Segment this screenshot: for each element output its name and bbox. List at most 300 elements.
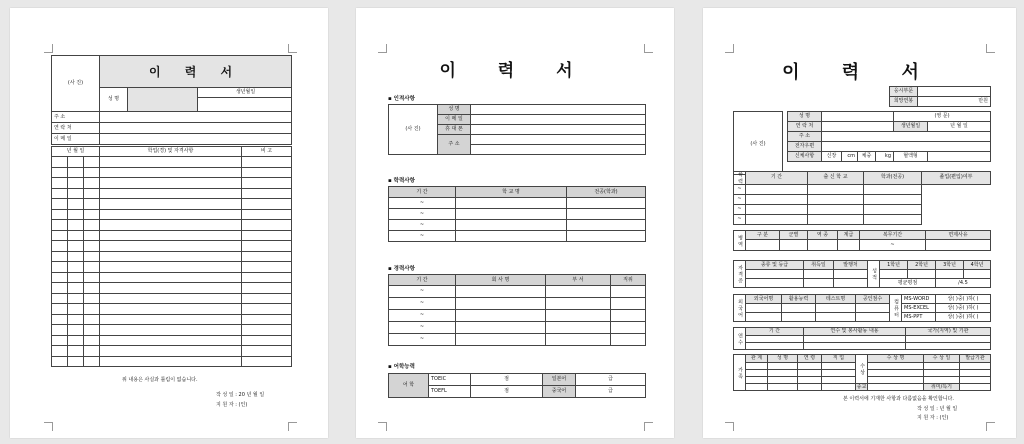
family-cell[interactable] — [746, 363, 768, 370]
cert-date-field-2[interactable] — [804, 279, 834, 288]
history-cell[interactable] — [52, 272, 68, 283]
history-cell[interactable] — [68, 209, 84, 220]
history-cell[interactable] — [100, 178, 242, 189]
certificate-grades-table — [733, 260, 991, 288]
award-side-label: 수 상 — [856, 355, 868, 384]
cert-date-header: 취득일 — [804, 261, 834, 270]
ms-ppt-label: MS-PPT — [902, 313, 936, 322]
history-cell[interactable] — [242, 356, 292, 367]
education-cell[interactable] — [746, 204, 808, 214]
family-cell[interactable] — [822, 377, 856, 384]
grade-2-header: 2학년 — [908, 261, 936, 270]
history-cell[interactable] — [84, 178, 100, 189]
history-cell[interactable] — [100, 157, 242, 168]
photo-placeholder: (사 진) — [67, 80, 84, 86]
history-cell[interactable] — [242, 209, 292, 220]
history-cell[interactable] — [84, 157, 100, 168]
history-cell[interactable] — [52, 178, 68, 189]
history-cell[interactable] — [242, 262, 292, 273]
history-cell[interactable] — [68, 293, 84, 304]
career-cell[interactable] — [456, 310, 546, 322]
japanese-grade[interactable]: 급 — [576, 374, 646, 386]
education-cell[interactable]: ~ — [734, 214, 746, 224]
write-date: 작 성 일 : 년 월 일 — [917, 406, 958, 412]
religion-field[interactable] — [868, 384, 924, 391]
family-cell[interactable] — [798, 377, 822, 384]
history-cell[interactable] — [68, 272, 84, 283]
history-cell[interactable] — [84, 325, 100, 336]
address-field-2[interactable] — [471, 145, 646, 155]
history-cell[interactable] — [52, 346, 68, 357]
career-cell[interactable]: ~ — [389, 298, 456, 310]
history-cell[interactable] — [84, 251, 100, 262]
mil-rank-field[interactable] — [838, 240, 860, 251]
history-cell[interactable] — [84, 241, 100, 252]
history-cell[interactable] — [68, 167, 84, 178]
education-cell[interactable] — [456, 231, 567, 242]
history-cell[interactable] — [68, 241, 84, 252]
education-cell[interactable]: ~ — [389, 231, 456, 242]
grade-avg-label: 평균평점 — [880, 279, 936, 288]
history-cell[interactable] — [242, 230, 292, 241]
history-cell[interactable] — [242, 157, 292, 168]
training-org-field[interactable] — [906, 336, 991, 343]
training-period-field[interactable] — [746, 336, 804, 343]
note-column-header: 비 고 — [242, 147, 292, 157]
education-cell[interactable] — [746, 214, 808, 224]
career-cell[interactable] — [456, 334, 546, 346]
email-field[interactable] — [100, 134, 292, 145]
history-cell[interactable] — [100, 188, 242, 199]
history-cell[interactable] — [100, 199, 242, 210]
history-cell[interactable] — [68, 325, 84, 336]
history-cell[interactable] — [100, 283, 242, 294]
education-cell[interactable]: ~ — [734, 204, 746, 214]
career-cell[interactable] — [611, 334, 646, 346]
grade-4-header: 4학년 — [964, 261, 991, 270]
career-cell[interactable]: ~ — [389, 334, 456, 346]
family-cell[interactable] — [822, 384, 856, 391]
history-cell[interactable] — [84, 209, 100, 220]
history-cell[interactable] — [242, 199, 292, 210]
history-cell[interactable] — [100, 356, 242, 367]
education-cell[interactable]: ~ — [389, 198, 456, 209]
crop-mark — [288, 422, 297, 431]
family-cell[interactable] — [822, 363, 856, 370]
history-cell[interactable] — [68, 157, 84, 168]
body-label: 신체사항 — [788, 152, 822, 162]
history-cell[interactable] — [52, 251, 68, 262]
ms-excel-level[interactable]: 상( )중( )하( ) — [936, 304, 991, 313]
history-cell[interactable] — [100, 325, 242, 336]
history-cell[interactable] — [84, 167, 100, 178]
career-cell[interactable] — [546, 310, 611, 322]
ms-word-level[interactable]: 상( )중( )하( ) — [936, 295, 991, 304]
education-cell[interactable] — [746, 184, 808, 194]
career-cell[interactable] — [456, 322, 546, 334]
hobby-field[interactable] — [960, 384, 991, 391]
training-org-field-2[interactable] — [906, 343, 991, 350]
history-cell[interactable] — [242, 178, 292, 189]
foreign-score-field[interactable] — [856, 304, 890, 313]
history-cell[interactable] — [52, 157, 68, 168]
education-cell[interactable] — [808, 194, 864, 204]
history-cell[interactable] — [84, 356, 100, 367]
history-cell[interactable] — [68, 230, 84, 241]
family-job-header: 직 업 — [822, 355, 856, 363]
photo-box[interactable] — [733, 111, 783, 175]
email-field[interactable] — [471, 115, 646, 125]
training-content-field[interactable] — [804, 336, 906, 343]
history-cell[interactable] — [68, 356, 84, 367]
email-label: 전자우편 — [788, 142, 822, 152]
cert-name-field-2[interactable] — [746, 279, 804, 288]
height-field[interactable]: cm — [842, 152, 858, 162]
career-cell[interactable] — [546, 322, 611, 334]
family-cell[interactable] — [768, 370, 798, 377]
family-cell[interactable] — [822, 370, 856, 377]
history-cell[interactable] — [52, 262, 68, 273]
history-cell[interactable] — [68, 178, 84, 189]
phone-field[interactable] — [100, 123, 292, 134]
certificate-side-label: 자 격 증 — [734, 261, 746, 288]
award-cell[interactable] — [924, 370, 960, 377]
history-cell[interactable] — [84, 230, 100, 241]
family-awards-table — [733, 354, 991, 391]
history-cell[interactable] — [100, 251, 242, 262]
resume-page-3 — [703, 8, 1016, 438]
history-cell[interactable] — [52, 188, 68, 199]
cert-issuer-field[interactable] — [834, 270, 868, 279]
cert-issuer-field-2[interactable] — [834, 279, 868, 288]
award-cell[interactable] — [924, 363, 960, 370]
history-cell[interactable] — [242, 167, 292, 178]
toeic-score[interactable]: 점 — [471, 374, 543, 386]
grade-3-field[interactable] — [936, 270, 964, 279]
address-field[interactable] — [822, 132, 991, 142]
history-cell[interactable] — [242, 293, 292, 304]
education-cell[interactable]: ~ — [389, 209, 456, 220]
address-label: 주 소 — [788, 132, 822, 142]
education-cell[interactable]: ~ — [389, 220, 456, 231]
cert-name-field[interactable] — [746, 270, 804, 279]
award-cell[interactable] — [868, 370, 924, 377]
education-cell[interactable] — [746, 194, 808, 204]
history-cell[interactable] — [68, 314, 84, 325]
history-cell[interactable] — [242, 335, 292, 346]
history-cell[interactable] — [52, 230, 68, 241]
mil-rank-header: 계급 — [838, 231, 860, 240]
birth-field[interactable] — [198, 98, 292, 112]
history-cell[interactable] — [84, 293, 100, 304]
history-cell[interactable] — [52, 167, 68, 178]
history-cell[interactable] — [242, 241, 292, 252]
page-title: 이 력 서 — [100, 56, 292, 88]
religion-label: 종교 — [856, 383, 867, 390]
history-cell[interactable] — [52, 325, 68, 336]
mil-period-header: 복무기간 — [860, 231, 926, 240]
history-cell[interactable] — [52, 199, 68, 210]
history-cell[interactable] — [84, 220, 100, 231]
grade-avg-field[interactable]: /4.5 — [936, 279, 991, 288]
history-cell[interactable] — [68, 220, 84, 231]
family-cell[interactable] — [768, 384, 798, 391]
history-cell[interactable] — [100, 167, 242, 178]
history-cell[interactable] — [84, 335, 100, 346]
address-label: 주 소 — [438, 135, 471, 155]
mobile-field[interactable] — [471, 125, 646, 135]
foreign-score-field-2[interactable] — [856, 313, 890, 322]
history-cell[interactable] — [52, 356, 68, 367]
history-cell[interactable] — [100, 304, 242, 315]
history-cell[interactable] — [68, 262, 84, 273]
blood-type-label: 혈액형 — [894, 152, 928, 162]
education-side-label: 학 력 — [734, 172, 746, 185]
history-cell[interactable] — [52, 304, 68, 315]
history-cell[interactable] — [52, 335, 68, 346]
desired-salary-label: 희망연봉 — [890, 97, 918, 107]
blood-type-field[interactable] — [928, 152, 991, 162]
family-cell[interactable] — [746, 370, 768, 377]
military-table — [733, 230, 991, 251]
edu-major-header: 학과(전공) — [864, 172, 922, 185]
education-cell[interactable] — [808, 214, 864, 224]
history-cell[interactable] — [242, 346, 292, 357]
crop-mark — [644, 422, 653, 431]
history-cell[interactable] — [100, 220, 242, 231]
mil-branch-field[interactable] — [780, 240, 808, 251]
training-period-header: 기 간 — [746, 328, 804, 336]
foreign-level-header: 활용능력 — [782, 295, 816, 304]
history-cell[interactable] — [68, 188, 84, 199]
birth-label: 생년월일 — [198, 88, 292, 98]
education-cell[interactable] — [456, 198, 567, 209]
grade-3-header: 3학년 — [936, 261, 964, 270]
family-cell[interactable] — [746, 384, 768, 391]
education-cell[interactable] — [808, 204, 864, 214]
history-cell[interactable] — [52, 314, 68, 325]
page-title: 이 력 서 — [439, 61, 591, 81]
education-cell[interactable] — [864, 204, 922, 214]
history-cell[interactable] — [52, 241, 68, 252]
military-side-label: 병 역 — [734, 231, 746, 251]
career-table — [388, 274, 646, 346]
history-cell[interactable] — [100, 262, 242, 273]
career-cell[interactable] — [611, 310, 646, 322]
cert-name-header: 종류 및 등급 — [746, 261, 804, 270]
training-period-field-2[interactable] — [746, 343, 804, 350]
crop-mark — [725, 44, 734, 53]
contact-field[interactable] — [822, 122, 894, 132]
career-cell[interactable] — [611, 286, 646, 298]
history-cell[interactable] — [242, 188, 292, 199]
history-cell[interactable] — [84, 314, 100, 325]
family-cell[interactable] — [798, 384, 822, 391]
family-cell[interactable] — [768, 363, 798, 370]
company-column-header: 회 사 명 — [456, 275, 546, 286]
career-cell[interactable] — [456, 298, 546, 310]
crop-mark — [44, 44, 53, 53]
history-cell[interactable] — [52, 209, 68, 220]
history-cell[interactable] — [52, 293, 68, 304]
career-cell[interactable] — [456, 286, 546, 298]
career-cell[interactable]: ~ — [389, 322, 456, 334]
education-cell[interactable] — [567, 198, 646, 209]
career-section-heading: ▪ 경력사항 — [388, 266, 415, 272]
foreign-level-field[interactable] — [782, 304, 816, 313]
education-cell[interactable] — [456, 209, 567, 220]
education-cell[interactable] — [864, 194, 922, 204]
family-cell[interactable] — [798, 370, 822, 377]
ms-ppt-level[interactable]: 상( )중( )하( ) — [936, 313, 991, 322]
email-field[interactable] — [822, 142, 991, 152]
grade-1-field[interactable] — [880, 270, 908, 279]
history-cell[interactable] — [242, 272, 292, 283]
mil-period-field[interactable]: ~ — [860, 240, 926, 251]
history-cell[interactable] — [52, 220, 68, 231]
ms-word-label: MS-WORD — [902, 295, 936, 304]
address-field[interactable] — [100, 112, 292, 123]
foreign-level-field-2[interactable] — [782, 313, 816, 322]
write-date: 작 성 일 : 20 년 월 일 — [216, 392, 265, 398]
japanese-label: 일본어 — [543, 374, 576, 386]
foreign-test-field-2[interactable] — [816, 313, 856, 322]
photo-box[interactable] — [52, 56, 100, 112]
chinese-grade[interactable]: 급 — [576, 386, 646, 398]
history-cell[interactable] — [68, 251, 84, 262]
history-cell[interactable] — [242, 251, 292, 262]
birth-label: 생년월일 — [894, 122, 928, 132]
edu-grad-header: 졸업(편입)여부 — [922, 172, 991, 185]
applicant-signature: 지 원 자 : (인) — [917, 415, 949, 421]
history-cell[interactable] — [68, 283, 84, 294]
education-cell[interactable] — [567, 231, 646, 242]
award-cell[interactable] — [868, 363, 924, 370]
foreign-lang-field-2[interactable] — [746, 313, 782, 322]
history-cell[interactable] — [100, 335, 242, 346]
education-cell[interactable] — [808, 184, 864, 194]
history-cell[interactable] — [68, 304, 84, 315]
education-cell[interactable] — [567, 209, 646, 220]
history-cell[interactable] — [84, 272, 100, 283]
education-cell[interactable]: ~ — [734, 194, 746, 204]
apply-dept-field[interactable] — [918, 87, 991, 97]
desired-salary-field[interactable]: 만원 — [918, 97, 991, 107]
history-cell[interactable] — [242, 220, 292, 231]
mil-exempt-field[interactable] — [926, 240, 991, 251]
history-cell[interactable] — [100, 209, 242, 220]
edu-school-header: 출 신 학 교 — [808, 172, 864, 185]
dept-column-header: 부 서 — [546, 275, 611, 286]
education-cell[interactable] — [864, 214, 922, 224]
history-cell[interactable] — [68, 346, 84, 357]
address-field[interactable] — [471, 135, 646, 145]
history-cell[interactable] — [52, 283, 68, 294]
mil-class-field[interactable] — [808, 240, 838, 251]
page-title: 이 력 서 — [782, 62, 937, 83]
weight-field[interactable]: kg — [876, 152, 894, 162]
footer-statement: 위 내용은 사실과 틀림이 없습니다. — [122, 377, 198, 383]
family-side-label: 가 족 — [734, 355, 746, 391]
crop-mark — [44, 422, 53, 431]
history-cell[interactable] — [100, 314, 242, 325]
crop-mark — [288, 44, 297, 53]
resume-page-1 — [10, 8, 328, 438]
history-cell[interactable] — [100, 293, 242, 304]
name-field[interactable] — [822, 112, 894, 122]
family-cell[interactable] — [798, 363, 822, 370]
resume-header-table — [51, 55, 292, 112]
history-cell[interactable] — [84, 346, 100, 357]
mil-type-field[interactable] — [746, 240, 780, 251]
education-cell[interactable] — [456, 220, 567, 231]
mil-branch-header: 군별 — [780, 231, 808, 240]
history-cell[interactable] — [84, 262, 100, 273]
history-cell[interactable] — [100, 241, 242, 252]
birth-field[interactable]: 년 월 일 — [928, 122, 991, 132]
award-cell[interactable] — [960, 377, 991, 384]
education-cell[interactable] — [567, 220, 646, 231]
foreign-test-field[interactable] — [816, 304, 856, 313]
name-field[interactable] — [128, 88, 198, 112]
family-cell[interactable] — [768, 377, 798, 384]
period-column-header: 기 간 — [389, 187, 456, 198]
name-label: 성 명 — [438, 105, 471, 115]
award-cell[interactable] — [924, 377, 960, 384]
history-cell[interactable] — [242, 314, 292, 325]
grade-4-field[interactable] — [964, 270, 991, 279]
cert-date-field[interactable] — [804, 270, 834, 279]
history-cell[interactable] — [242, 304, 292, 315]
award-cell[interactable] — [960, 363, 991, 370]
family-cell[interactable] — [746, 377, 768, 384]
weight-label: 체중 — [858, 152, 876, 162]
award-cell[interactable] — [868, 377, 924, 384]
career-cell[interactable]: ~ — [389, 286, 456, 298]
award-cell[interactable] — [960, 370, 991, 377]
foreign-lang-header: 외국어명 — [746, 295, 782, 304]
career-cell[interactable] — [546, 334, 611, 346]
history-cell[interactable] — [68, 199, 84, 210]
education-section-heading: ▪ 학력사항 — [388, 178, 415, 184]
education-cell[interactable] — [864, 184, 922, 194]
history-cell[interactable] — [100, 346, 242, 357]
photo-box[interactable] — [389, 105, 438, 155]
history-cell[interactable] — [68, 335, 84, 346]
history-cell[interactable] — [100, 230, 242, 241]
history-cell[interactable] — [242, 325, 292, 336]
history-cell[interactable] — [242, 283, 292, 294]
career-cell[interactable] — [611, 298, 646, 310]
history-cell[interactable] — [84, 283, 100, 294]
history-cell[interactable] — [84, 188, 100, 199]
education-cell[interactable]: ~ — [734, 184, 746, 194]
name-english-field[interactable]: (영 문) — [894, 112, 991, 122]
toefl-score[interactable]: 점 — [471, 386, 543, 398]
name-field[interactable] — [471, 105, 646, 115]
grade-2-field[interactable] — [908, 270, 936, 279]
career-cell[interactable]: ~ — [389, 310, 456, 322]
apply-dept-label: 응시부문 — [890, 87, 918, 97]
training-content-field-2[interactable] — [804, 343, 906, 350]
career-cell[interactable] — [546, 298, 611, 310]
career-cell[interactable] — [546, 286, 611, 298]
history-cell[interactable] — [100, 272, 242, 283]
foreign-lang-field[interactable] — [746, 304, 782, 313]
history-cell[interactable] — [84, 304, 100, 315]
career-cell[interactable] — [611, 322, 646, 334]
history-cell[interactable] — [84, 199, 100, 210]
